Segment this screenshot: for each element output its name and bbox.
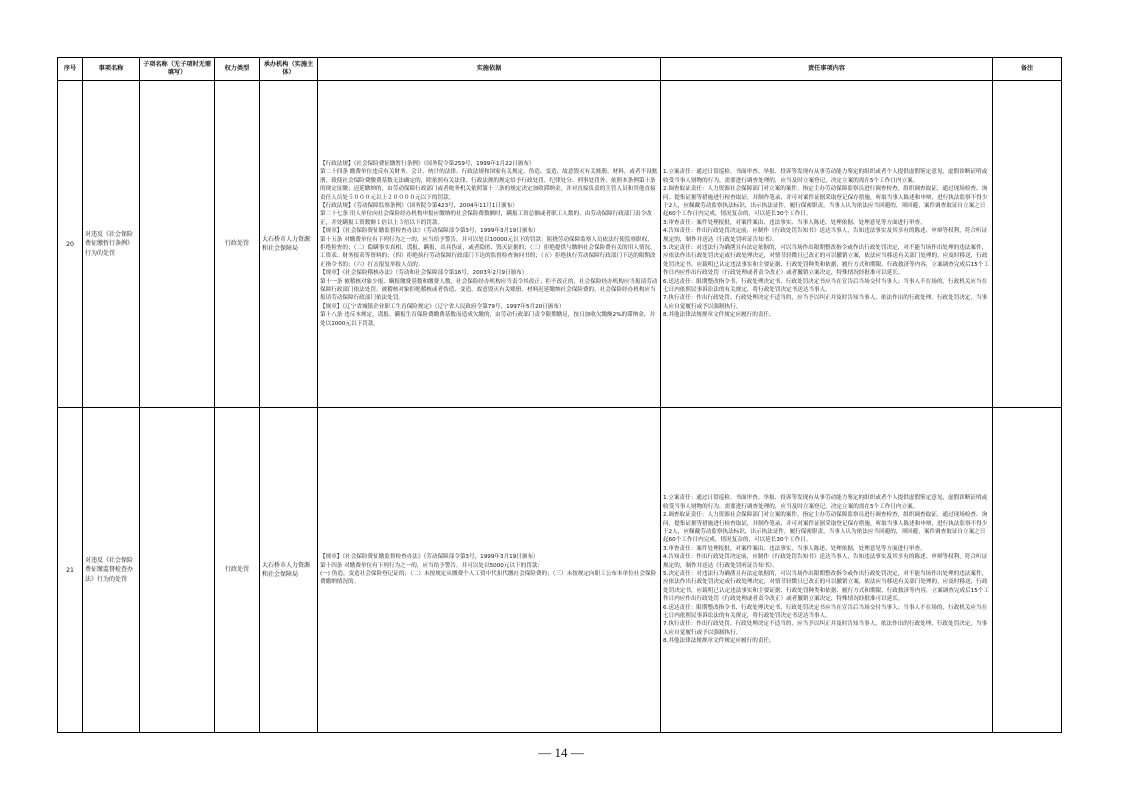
basis-line: 第十一条 被稽核对象少报、瞒报缴费基数和缴费人数，社会保险经办机构应当责令其改正；拒不改正的，社会保险经办机构应当报请劳动保障行政部门依法处罚。被稽核对象拒绝稽核或者伪造、变造、故意毁灭有关账册、材料迟延缴纳社会保险费的，社会保险经办机构应当报请劳动保障行政部门依法处罚。 (320, 278, 658, 302)
table-header-row (58, 58, 1062, 81)
header-serial: 序号 (58, 58, 83, 81)
row-note (993, 408, 1062, 733)
resp-line: 4.告知责任：作出行政处罚决定前，应制作《行政处罚告知书》送达当事人，告知违法事实及其享有的陈述、申辩等权利，符合听证规定的，制作并送达《行政处罚听证告知书》。 (663, 228, 988, 243)
row-power-type: 行政处罚 (215, 81, 260, 408)
basis-line: 【规章】《社会保险稽核办法》（劳动和社会保障部令第16号，2003年2月9日颁布） (320, 270, 528, 277)
resp-line: 1.立案责任：通过日常巡检、书面审查、举报、投诉等发现有从事劳动能力鉴定的组织或者个人提供虚假鉴定意见、虚假诊断证明或收受当事人财物的行为，需要进行调查处理的，应当及时立案登记，决定立案的需在5个工作日内立案。 (663, 495, 988, 510)
resp-line: 6.送达责任：限期整改指令书、行政处理决定书、行政处罚决定书应当在宣告后当场交付当事人；当事人不在场的，行政机关应当在七日内依照民事诉讼法的有关规定，将行政处罚决定书送达当事人。 (663, 278, 988, 293)
basis-line: 【规章】《辽宁省城镇企业职工生育保险规定》（辽宁省人民政府令第79号，1997年5月20日颁布） (320, 303, 565, 310)
basis-line: 【行政法规】《劳动保障监察条例》（国务院令第423号，2004年11月1日颁布） (320, 203, 518, 210)
basis-line: 第十四条 对缴费单位有下列行为之一的，应当给予警告，并可以处以5000元以下的罚款： (320, 562, 543, 569)
row-basis (318, 408, 661, 733)
header-power-type: 权力类型 (215, 58, 260, 81)
resp-line: 6.送达责任：限期整改指令书、行政处理决定书、行政处罚决定书应当在宣告后当场交付当事人；当事人不在场的，行政机关应当在七日内依照民事诉讼法的有关规定，将行政处罚决定书送达当事人。 (663, 604, 988, 619)
row-agency: 大石桥市人力资源和社会保障局 (260, 81, 318, 408)
basis-line: 【行政法规】《社会保险费征缴暂行条例》（国务院令第259号，1999年1月22日颁布） (320, 161, 535, 168)
resp-line: 5.决定责任：对违法行为确凿且有法定依据的，可以当场作出限期整改指令或作出行政处罚决定，对不能当场作出处理的违法案件，应依法作出行政处罚决定或行政处理决定，对情节轻微且已改正的可以撤销立案，依法应当移送有关部门处理的，应及时移送，行政处罚决定书，应载明已认定违法事实和主要证据、行政处罚种类和依据、履行方式和期限、行政救济等内容，立案调查完成后15个工作日内应作出行政处罚（行政处理或者责令改正）或者撤销立案决定，特殊情况经批准可以延长。 (663, 245, 989, 277)
page-number: — 14 — (538, 745, 584, 760)
basis-line: 第十五条 对缴费单位有下列行为之一的，应当给予警告，并可以处以10000元以下的罚款：阻挠劳动保障监察人员依法行使监察职权，拒绝检查的；（二）隐瞒事实真相，谎报、瞒报，出具伪证，或者隐匿、毁灭证据的；（三）拒绝提供与缴纳社会保险费有关的用人情况、工资表、财务报表等资料的；（四）拒绝执行劳动保障行政部门下达的监督检查询问书的；（五）拒绝执行劳动保障行政部门下达的限期改正指令书的；（六）打击报复举报人员的。 (320, 236, 656, 268)
row-serial: 20 (58, 81, 83, 408)
header-item-name: 事项名称 (83, 58, 140, 81)
resp-line: 2.调查取证责任：人力资源社会保障部门对立案的案件，指定主办劳动保障监察员进行调查检查，组织调查取证，通过现场检查、询问、提集证据等措施进行检查取证，并制作笔录，并可对案件证据采取登记保存措施，听取当事人陈述和申辩，进行执法监察不得少于2人，应佩戴劳动监察执法标识，出示执法证件，履行保密职责，当事人认为依法应当回避的，须回避，案件调查取证自立案之日起60个工作日内完成，情况复杂的，可以延长30个工作日。 (663, 512, 988, 544)
basis-line: 第二十七条 用人单位向社会保险经办机构申报应缴纳的社会保险费数额时，瞒报工资总额或者职工人数的，由劳动保障行政部门责令改正，并处瞒报工资数额１倍以上３倍以下的罚款。 (320, 211, 652, 226)
resp-line: 7.执行责任：作出行政处罚、行政处理决定不适当的，应当予以纠正并及时告知当事人，依法作出的行政处理、行政处罚决定，当事人应自觉履行或予以强制执行。 (663, 621, 988, 636)
resp-line: 1.立案责任：通过日常巡检、书面审查、举报、投诉等发现有从事劳动能力鉴定的组织或者个人提供虚假鉴定意见、虚假诊断证明或收受当事人财物的行为，需要进行调查处理的，应当及时立案登记，决定立案的需在5个工作日内立案。 (663, 169, 988, 184)
row-agency: 大石桥市人力资源和社会保障局 (260, 408, 318, 733)
resp-line: 5.决定责任：对违法行为确凿且有法定依据的，可以当场作出限期整改指令或作出行政处罚决定，对不能当场作出处理的违法案件，应依法作出行政处罚决定或行政处理决定，对情节轻微且已改正的可以撤销立案，依法应当移送有关部门处理的，应及时移送，行政处罚决定书，应载明已认定违法事实和主要证据、行政处罚种类和依据、履行方式和期限、行政救济等内容，立案调查完成后15个工作日内应作出行政处罚（行政处理或者责令改正）或者撤销立案决定，特殊情况经批准可以延长。 (663, 571, 989, 603)
resp-line: 8.其他法律法规规章文件规定应履行的责任。 (663, 638, 775, 645)
header-responsibility: 责任事项内容 (661, 58, 993, 81)
basis-line: 【规章】《社会保险费征缴监督检查办法》（劳动保障部令第3号，1999年3月19日颁布） (320, 228, 539, 235)
basis-line: 第二十四条 缴费单位违反有关财务、会计、统计的法律、行政法规和国家有关规定，伪造、变造、故意毁灭有关账册、材料，或者不设账册，致使社会保险费缴费基数无法确定的，除依照有关法律、行政法规的规定给予行政处罚、纪律处分、刑事处罚外，依照本条例第十条的规定征缴；迟延缴纳的，由劳动保障行政部门或者税务机关依照第十三条的规定决定加收滞纳金，并对直接负责的主管人员和其他直接责任人员处５０００元以上２００００元以下的罚款。 (320, 169, 658, 201)
row-basis (318, 81, 661, 408)
row-sub-item (140, 408, 215, 733)
header-agency: 承办机构（实施主体） (260, 58, 318, 81)
resp-line: 8.其他法律法规规章文件规定应履行的责任。 (663, 312, 775, 319)
row-sub-item (140, 81, 215, 408)
row-power-type: 行政处罚 (215, 408, 260, 733)
resp-line: 7.执行责任：作出行政处罚、行政处理决定不适当的，应当予以纠正并及时告知当事人，依法作出的行政处理、行政处罚决定，当事人应自觉履行或予以强制执行。 (663, 295, 988, 310)
row-item-name: 对违反《社会保险费征缴监督检查办法》行为的处罚 (83, 408, 140, 733)
table-row (58, 81, 1062, 408)
row-responsibility (661, 81, 993, 408)
basis-line: 第十八条 违反本规定，谎报、瞒报生育保险费缴费基数而造成欠缴的，由劳动行政部门责令限期缴足，按日加收欠缴额2%的滞纳金，并处以1000元以下罚款。 (320, 312, 656, 327)
row-responsibility (661, 408, 993, 733)
resp-line: 2.调查取证责任：人力资源社会保障部门对立案的案件，指定主办劳动保障监察员进行调查检查，组织调查取证，通过现场检查、询问、提集证据等措施进行检查取证，并制作笔录，并可对案件证据采取登记保存措施，听取当事人陈述和申辩，进行执法监察不得少于2人，应佩戴劳动监察执法标识，出示执法证件，履行保密职责，当事人认为依法应当回避的，须回避，案件调查取证自立案之日起60个工作日内完成，情况复杂的，可以延长30个工作日。 (663, 186, 988, 218)
resp-line: 4.告知责任：作出行政处罚决定前，应制作《行政处罚告知书》送达当事人，告知违法事实及其享有的陈述、申辩等权利，符合听证规定的，制作并送达《行政处罚听证告知书》。 (663, 554, 988, 569)
header-basis: 实施依据 (318, 58, 661, 81)
row-note (993, 81, 1062, 408)
basis-line: (一) 伪造、变造社会保险登记证的；（二）未按规定从缴费个人工资中代扣代缴社会保险费的；（三）未按规定向职工公布本单位社会保险费缴纳情况的。 (320, 571, 657, 586)
table-row (58, 408, 1062, 733)
header-sub-item: 子项名称（无子项时无需填写） (140, 58, 215, 81)
power-list-table (57, 57, 1062, 733)
basis-line: 【规章】《社会保险费征缴监督检查办法》（劳动保障部令第3号，1999年3月19日颁布） (320, 554, 539, 561)
resp-line: 3.审查责任：案件处理报批，对案件案由、违法事实、当事人陈述、处理依据、处理意见等方面进行审查。 (663, 219, 926, 226)
header-note: 备注 (993, 58, 1062, 81)
resp-line: 3.审查责任：案件处理报批，对案件案由、违法事实、当事人陈述、处理依据、处理意见等方面进行审查。 (663, 545, 926, 552)
row-item-name: 对违反《社会保险费征缴暂行条例》行为的处罚 (83, 81, 140, 408)
row-serial: 21 (58, 408, 83, 733)
